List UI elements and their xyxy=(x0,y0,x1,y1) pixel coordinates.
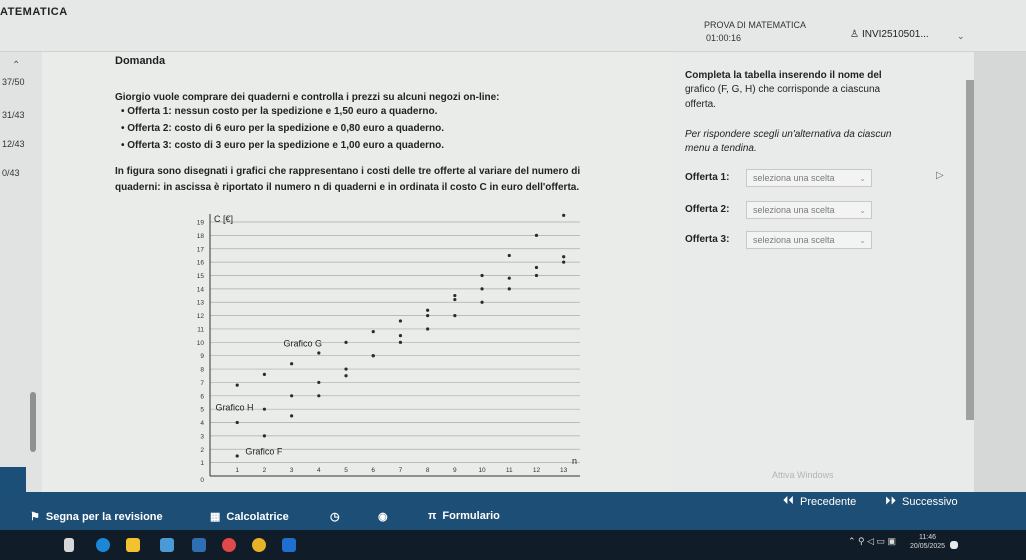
data-point xyxy=(372,354,375,357)
double-chevron-left-icon: ⏴⏴ xyxy=(783,495,794,507)
nav-item-section-1[interactable]: 37/50 xyxy=(2,77,25,87)
x-tick-label: 5 xyxy=(344,467,348,474)
x-tick-label: 7 xyxy=(398,467,403,474)
offer-1-select-value: seleziona una scelta xyxy=(753,173,835,183)
edge-browser-icon[interactable] xyxy=(96,538,110,552)
data-point xyxy=(535,234,538,237)
user-id: INVI2510501... xyxy=(861,29,929,40)
figure-description-2: quaderni: in ascissa è riportato il numero n di quaderni e in ordinata il costo C in euro dell'offerta. xyxy=(115,182,580,193)
flag-review-button[interactable] xyxy=(30,510,163,523)
file-explorer-icon[interactable] xyxy=(126,538,140,552)
y-tick-label: 3 xyxy=(200,433,204,441)
question-intro: Giorgio vuole comprare dei quaderni e controlla i prezzi su alcuni negozi on-line: xyxy=(115,92,500,103)
data-point xyxy=(290,362,293,365)
x-tick-label: 11 xyxy=(505,467,513,474)
origin-label: 0 xyxy=(200,477,204,484)
flag-icon: ⚑ xyxy=(30,511,40,523)
y-axis-label: C [€] xyxy=(214,214,234,224)
mouse-cursor-icon: ▷ xyxy=(936,170,944,181)
user-menu[interactable] xyxy=(850,29,929,40)
instruction-line-3: offerta. xyxy=(685,99,716,110)
previous-button[interactable] xyxy=(783,495,856,508)
data-point xyxy=(399,341,402,344)
data-point xyxy=(317,351,320,354)
exam-timer: 01:00:16 xyxy=(706,33,742,43)
offer-1-label: Offerta 1: xyxy=(685,172,730,183)
y-tick-label: 1 xyxy=(200,460,204,468)
clock-icon: ◷ xyxy=(330,511,340,523)
answer-panel xyxy=(672,52,972,492)
x-tick-label: 1 xyxy=(235,467,240,474)
y-tick-label: 9 xyxy=(200,353,204,361)
navigator-scrollbar[interactable] xyxy=(30,392,36,452)
calculator-icon: ▦ xyxy=(210,511,221,523)
y-tick-label: 11 xyxy=(197,326,204,334)
x-tick-label: 2 xyxy=(262,467,267,474)
previous-label: Precedente xyxy=(800,495,857,508)
x-tick-label: 13 xyxy=(560,467,568,474)
double-chevron-right-icon: ⏵⏵ xyxy=(885,495,896,507)
chevron-down-icon[interactable]: ⌄ xyxy=(957,31,965,41)
flag-review-label: Segna per la revisione xyxy=(45,510,163,523)
data-point xyxy=(344,367,347,370)
offer-3-label: Offerta 3: xyxy=(685,234,730,245)
y-tick-label: 12 xyxy=(196,313,204,321)
data-point xyxy=(480,274,483,277)
x-tick-label: 9 xyxy=(453,467,457,474)
data-point xyxy=(263,373,266,376)
nav-item-section-2[interactable]: 31/43 xyxy=(2,110,25,120)
next-label: Successivo xyxy=(902,495,958,508)
data-point xyxy=(344,341,347,344)
data-point xyxy=(236,454,239,457)
data-point xyxy=(263,408,266,411)
y-tick-label: 13 xyxy=(196,299,204,307)
taskbar-clock xyxy=(910,533,945,551)
formulario-button[interactable] xyxy=(428,510,500,522)
offer-2-select[interactable] xyxy=(746,201,872,219)
hint-line-1: Per rispondere scegli un'alternativa da ciascun xyxy=(685,129,892,140)
exam-title: PROVA DI MATEMATICA xyxy=(704,20,807,30)
offer-2-text: • Offerta 2: costo di 6 euro per la spedizione e 0,80 euro a quaderno. xyxy=(121,123,445,134)
series-label: Grafico H xyxy=(215,402,254,413)
target-icon: ◉ xyxy=(378,511,388,523)
top-bar xyxy=(0,0,1026,52)
data-point xyxy=(453,298,456,301)
y-tick-label: 10 xyxy=(196,339,204,347)
data-point xyxy=(236,384,239,387)
data-point xyxy=(562,255,565,258)
offer-1-select[interactable] xyxy=(746,169,872,187)
data-point xyxy=(290,394,293,397)
data-point xyxy=(263,434,266,437)
x-tick-label: 4 xyxy=(317,467,321,474)
data-point xyxy=(453,314,456,317)
instruction-line-2: grafico (F, G, H) che corrisponde a ciascuna xyxy=(685,84,881,95)
windows-taskbar xyxy=(0,530,1026,560)
notification-icon[interactable] xyxy=(950,541,958,549)
clock-time: 11:46 xyxy=(919,534,937,541)
data-point xyxy=(399,334,402,337)
windows-watermark: Attiva Windows xyxy=(772,470,834,480)
y-tick-label: 2 xyxy=(200,446,204,454)
y-tick-label: 19 xyxy=(196,219,204,227)
data-point xyxy=(236,421,239,424)
user-icon: ♙ xyxy=(850,29,859,40)
y-tick-label: 17 xyxy=(196,246,204,254)
data-point xyxy=(535,274,538,277)
nav-item-section-3[interactable]: 12/43 xyxy=(2,139,25,149)
mail-icon[interactable] xyxy=(160,538,174,552)
hint-line-2: menu a tendina. xyxy=(685,143,757,154)
data-point xyxy=(317,394,320,397)
offer-3-text: • Offerta 3: costo di 3 euro per la spedizione e 1,00 euro a quaderno. xyxy=(121,140,445,151)
data-point xyxy=(426,309,429,312)
data-point xyxy=(426,327,429,330)
x-tick-label: 8 xyxy=(425,467,430,474)
offer-2-label: Offerta 2: xyxy=(685,204,730,215)
x-tick-label: 10 xyxy=(478,467,486,474)
y-tick-label: 14 xyxy=(196,286,204,294)
data-point xyxy=(453,294,456,297)
clock-date: 20/05/2025 xyxy=(910,543,946,550)
offer-3-select[interactable] xyxy=(746,231,872,249)
data-point xyxy=(508,287,511,290)
chevron-down-icon: ⌄ xyxy=(859,174,866,183)
nav-item-section-4[interactable]: 0/43 xyxy=(2,168,20,178)
y-tick-label: 7 xyxy=(200,379,204,387)
chevron-up-icon[interactable]: ⌃ xyxy=(12,60,21,71)
data-point xyxy=(399,319,402,322)
pi-icon: π xyxy=(428,510,437,522)
data-point xyxy=(535,266,538,269)
chevron-down-icon: ⌄ xyxy=(859,236,866,245)
data-point xyxy=(317,381,320,384)
offer-1-text: • Offerta 1: nessun costo per la spedizione e 1,50 euro a quaderno. xyxy=(121,106,438,117)
bottom-toolbar xyxy=(0,492,1026,530)
calculator-label: Calcolatrice xyxy=(226,510,289,523)
info-button[interactable] xyxy=(378,510,388,523)
y-tick-label: 4 xyxy=(200,420,204,428)
app-icon-red[interactable] xyxy=(222,538,236,552)
data-point xyxy=(562,214,565,217)
y-tick-label: 5 xyxy=(200,406,204,414)
y-tick-label: 15 xyxy=(196,272,204,280)
photos-icon[interactable] xyxy=(192,538,206,552)
chrome-icon[interactable] xyxy=(252,538,266,552)
data-point xyxy=(508,254,511,257)
data-point xyxy=(426,314,429,317)
y-tick-label: 8 xyxy=(200,366,204,374)
chevron-down-icon: ⌄ xyxy=(859,206,866,215)
right-margin xyxy=(974,52,1026,492)
y-tick-label: 18 xyxy=(196,232,204,240)
formulario-label: Formulario xyxy=(442,510,500,522)
system-tray[interactable]: ⌃ ⚲ ◁ ▭ ▣ xyxy=(848,536,897,546)
answer-scrollbar[interactable] xyxy=(966,80,974,420)
data-point xyxy=(508,277,511,280)
x-axis-label: n xyxy=(572,456,578,466)
data-point xyxy=(562,261,565,264)
navigator-toggle[interactable] xyxy=(0,467,26,493)
y-tick-label: 16 xyxy=(196,259,204,267)
data-point xyxy=(290,414,293,417)
offer-2-select-value: seleziona una scelta xyxy=(753,205,835,215)
figure-description-1: In figura sono disegnati i grafici che rappresentano i costi delle tre offerte al variare del numero di xyxy=(115,166,581,177)
question-heading: Domanda xyxy=(115,55,166,67)
next-button[interactable] xyxy=(885,495,958,508)
series-label: Grafico F xyxy=(245,446,283,457)
data-point xyxy=(372,330,375,333)
data-point xyxy=(344,374,347,377)
x-tick-label: 3 xyxy=(289,467,294,474)
x-tick-label: 12 xyxy=(532,467,541,474)
calculator-button[interactable] xyxy=(210,510,289,523)
cost-chart xyxy=(150,202,590,492)
y-tick-label: 6 xyxy=(200,393,204,401)
data-point xyxy=(480,301,483,304)
x-tick-label: 6 xyxy=(371,467,376,474)
exam-app-icon[interactable] xyxy=(282,538,296,552)
data-point xyxy=(480,287,483,290)
timer-button[interactable] xyxy=(330,510,340,523)
offer-3-select-value: seleziona una scelta xyxy=(753,235,835,245)
subject-title: ATEMATICA xyxy=(0,6,68,18)
instruction-line-1: Completa la tabella inserendo il nome del xyxy=(685,70,882,81)
taskview-icon[interactable] xyxy=(64,538,74,552)
question-navigator xyxy=(0,52,42,492)
series-label: Grafico G xyxy=(283,338,322,349)
